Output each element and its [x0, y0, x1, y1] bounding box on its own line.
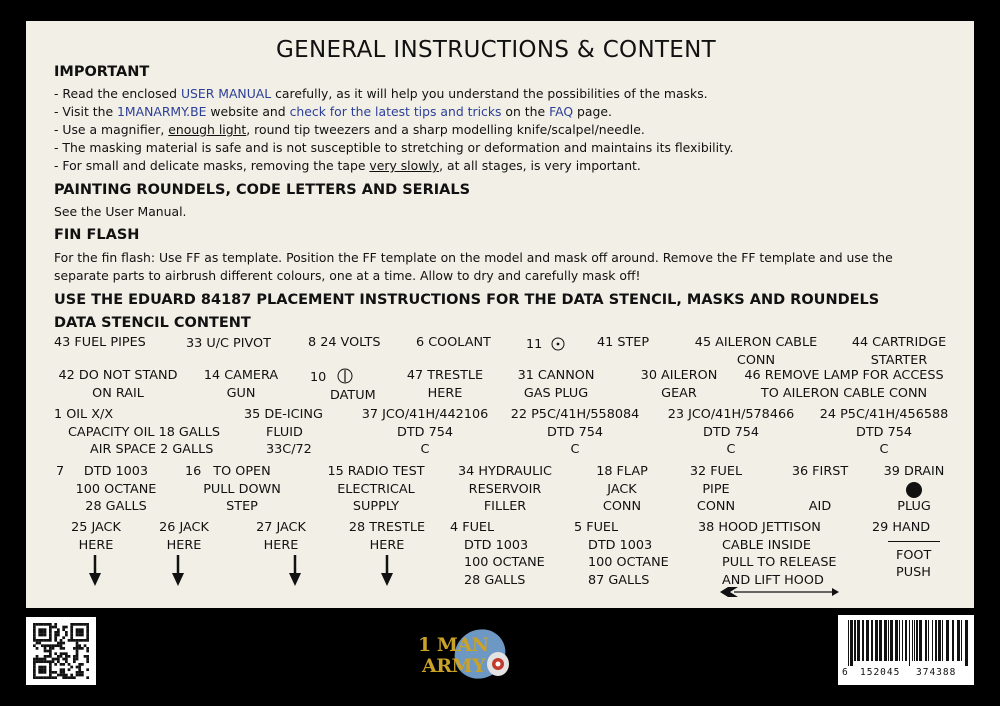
important-line-2 [54, 103, 612, 121]
stencil-25 [54, 519, 138, 554]
qr-code[interactable] [26, 617, 96, 685]
line: 100 OCTANE [75, 481, 157, 497]
line: 36 FIRST [791, 464, 849, 479]
line: 32 FUEL [689, 464, 743, 479]
line: TO AILERON CABLE CONN [760, 385, 928, 401]
stencil-16-number: 16 [185, 464, 202, 479]
important-line-1 [54, 85, 708, 103]
stencil-44 [838, 334, 960, 369]
stencil-6: 6 COOLANT [416, 335, 491, 350]
text: - Read the enclosed [54, 86, 181, 101]
line: 24 P5C/41H/456588 [819, 407, 949, 422]
barcode [838, 615, 974, 685]
barcode-digits-2: 152045 [860, 667, 901, 678]
text: 10 [310, 370, 327, 385]
line: 87 GALLS [588, 572, 650, 588]
stencil-14 [196, 367, 286, 402]
stencil-5 [574, 519, 669, 589]
line: C [570, 442, 580, 457]
line: 100 OCTANE [464, 555, 545, 570]
line: 33C/72 [266, 442, 312, 457]
line: 38 HOOD JETTISON [698, 520, 821, 535]
drain-dot-row [874, 481, 954, 498]
brand-logo [416, 620, 526, 690]
stencil-28 [332, 519, 442, 554]
text: 11 [526, 337, 543, 352]
line: DTD 754 [396, 424, 454, 440]
text: page. [573, 104, 612, 119]
stencil-46 [736, 367, 952, 402]
stencil-43: 43 FUEL PIPES [54, 335, 146, 350]
line: DTD 1003 [588, 537, 653, 553]
line: C [420, 442, 430, 457]
line: HERE [427, 385, 463, 401]
stencil-39 [874, 463, 954, 515]
line: HERE [78, 537, 114, 553]
stencil-11 [526, 336, 566, 354]
painting-heading: PAINTING ROUNDELS, CODE LETTERS AND SERIALS [54, 182, 471, 198]
line: CONN [736, 352, 776, 368]
text: - Visit the [54, 104, 118, 119]
line: TO OPEN [213, 464, 271, 479]
stencil-8: 8 24 VOLTS [308, 335, 381, 350]
stencil-30 [624, 367, 734, 402]
line: HERE [263, 537, 299, 553]
logo-text [418, 635, 488, 677]
text: , round tip tweezers and a sharp modelling knife/scalpel/needle. [246, 122, 645, 137]
line: AND LIFT HOOD [722, 572, 824, 588]
barcode-bars-icon [848, 620, 968, 666]
user-manual-link[interactable]: USER MANUAL [180, 86, 272, 101]
line: C [726, 442, 736, 457]
line: PULL DOWN [203, 481, 281, 497]
stencil-37 [350, 406, 500, 459]
line: 28 GALLS [85, 499, 147, 514]
line: PULL TO RELEASE [722, 555, 837, 570]
line: ELECTRICAL [337, 481, 415, 497]
line: 100 OCTANE [588, 555, 669, 570]
line: ON RAIL [92, 385, 144, 401]
line: 1 OIL X/X [54, 407, 114, 422]
fin-flash-line-2: separate parts to airbrush different colours, one at a time. Allow to dry and carefully mask off! [54, 268, 641, 283]
line: SUPPLY [352, 499, 400, 514]
line: JACK [607, 481, 637, 497]
line: 30 AILERON [640, 368, 718, 383]
drain-dot-icon [905, 481, 923, 499]
stencil-33: 33 U/C PIVOT [186, 336, 271, 351]
line: DTD 754 [546, 424, 604, 440]
line: CONN [602, 499, 642, 514]
important-line-3 [54, 121, 645, 139]
important-heading: IMPORTANT [54, 64, 150, 80]
eduard-heading: USE THE EDUARD 84187 PLACEMENT INSTRUCTIONS FOR THE DATA STENCIL, MASKS AND ROUNDELS [54, 292, 880, 308]
stencil-10 [310, 367, 376, 404]
jack-arrow-icon [289, 555, 301, 587]
line: 28 TRESTLE [348, 520, 426, 535]
text: on the [501, 104, 550, 119]
pull-arrow-icon [720, 586, 840, 598]
stencil-18 [582, 463, 662, 516]
line: 29 HAND [872, 520, 931, 535]
line: 39 DRAIN [883, 464, 945, 479]
painting-text: See the User Manual. [54, 204, 187, 219]
stencil-16 [192, 463, 292, 516]
line: 47 TRESTLE [406, 368, 484, 383]
stencil-24 [808, 406, 960, 459]
line: 15 RADIO TEST [327, 464, 425, 479]
jack-arrow-icon [89, 555, 101, 587]
line: 31 CANNON [517, 368, 595, 383]
line: STARTER [870, 352, 928, 368]
divider [888, 541, 940, 542]
line: 25 JACK [71, 520, 121, 535]
line: 34 HYDRAULIC [458, 464, 552, 479]
line: GAS PLUG [523, 385, 589, 401]
line: PLUG [897, 498, 931, 514]
stencil-7-number: 7 [56, 464, 65, 479]
line: GUN [226, 385, 256, 401]
line: DTD 1003 [464, 537, 529, 553]
text: website and [206, 104, 290, 119]
tips-link[interactable]: check for the latest tips and tricks [289, 104, 502, 119]
line: FILLER [483, 499, 527, 514]
line: 46 REMOVE LAMP FOR ACCESS [744, 368, 944, 383]
line: 5 FUEL [574, 520, 619, 535]
fin-flash-heading: FIN FLASH [54, 227, 140, 243]
line: DTD 1003 [83, 464, 149, 479]
line: 27 JACK [256, 520, 306, 535]
stencil-22 [500, 406, 650, 459]
line: CABLE INSIDE [722, 537, 811, 553]
line: GEAR [661, 385, 697, 401]
underlined-text: enough light [168, 122, 247, 137]
logo-line-1: 1 MAN [418, 634, 489, 656]
line: AIR SPACE 2 GALLS [90, 442, 214, 457]
barcode-digits-3: 374388 [916, 667, 957, 678]
line: 45 AILERON CABLE [694, 335, 818, 350]
stencil-heading: DATA STENCIL CONTENT [54, 315, 251, 331]
line: DATUM [330, 387, 376, 403]
stencil-31 [506, 367, 606, 402]
text: , at all stages, is very important. [439, 158, 641, 173]
line: HERE [369, 537, 405, 553]
stencil-45 [681, 334, 831, 369]
datum-marker-icon [336, 367, 354, 385]
important-line-4: - The masking material is safe and is not susceptible to stretching or deformation and maintains its flexibility. [54, 140, 734, 155]
stencil-47 [394, 367, 496, 402]
stencil-38 [698, 519, 837, 589]
line: RESERVOIR [468, 481, 542, 497]
line: 4 FUEL [450, 520, 495, 535]
line: PUSH [896, 565, 931, 580]
line: 44 CARTRIDGE [851, 335, 947, 350]
stencil-15 [314, 463, 438, 516]
page-title: GENERAL INSTRUCTIONS & CONTENT [275, 37, 716, 63]
jack-arrow-icon [172, 555, 184, 587]
line: AID [808, 499, 832, 514]
line: DTD 754 [702, 424, 760, 440]
faq-link[interactable]: FAQ [549, 104, 574, 119]
fin-flash-line-1: For the fin flash: Use FF as template. Position the FF template on the model and mask off around. Remove the FF template and use the [54, 250, 893, 265]
trestle-arrow-icon [381, 555, 393, 587]
line: CONN [696, 499, 736, 514]
website-link[interactable]: 1MANARMY.BE [117, 104, 207, 119]
stencil-41: 41 STEP [597, 335, 650, 350]
line: 18 FLAP [596, 464, 648, 479]
stencil-35 [244, 406, 323, 459]
line: HERE [166, 537, 202, 553]
line: C [879, 442, 889, 457]
stencil-27 [238, 519, 324, 554]
line: PIPE [702, 481, 730, 497]
datum-circle-icon [550, 336, 566, 352]
underlined-text: very slowly [369, 158, 440, 173]
stencil-34 [450, 463, 560, 516]
text: - Use a magnifier, [54, 122, 169, 137]
line: 26 JACK [159, 520, 209, 535]
stencil-7 [66, 463, 166, 516]
line: 42 DO NOT STAND [58, 368, 178, 383]
stencil-1 [54, 406, 220, 459]
text: carefully, as it will help you understand the possibilities of the masks. [271, 86, 708, 101]
line: FOOT [896, 547, 932, 563]
logo-line-2: ARMY [422, 655, 486, 677]
stencil-42 [48, 367, 188, 402]
important-line-5 [54, 157, 641, 175]
line: FLUID [266, 424, 303, 440]
line: 14 CAMERA [203, 368, 279, 383]
line: 37 JCO/41H/442106 [361, 407, 489, 422]
stencil-23 [656, 406, 806, 459]
qr-code-icon [33, 623, 89, 679]
line: DTD 754 [855, 424, 913, 440]
text: - For small and delicate masks, removing the tape [54, 158, 370, 173]
line: CAPACITY OIL 18 GALLS [68, 424, 220, 440]
stencil-32 [678, 463, 754, 516]
stencil-26 [144, 519, 224, 554]
line: STEP [226, 499, 258, 514]
line: 35 DE-ICING [244, 407, 323, 422]
line: 22 P5C/41H/558084 [510, 407, 640, 422]
barcode-digit-1: 6 [842, 667, 848, 678]
line: 28 GALLS [464, 572, 526, 588]
stencil-4 [450, 519, 545, 589]
stencil-36 [772, 463, 868, 516]
instruction-card [26, 21, 974, 608]
stencil-29 [872, 519, 940, 582]
line: 23 JCO/41H/578466 [667, 407, 795, 422]
